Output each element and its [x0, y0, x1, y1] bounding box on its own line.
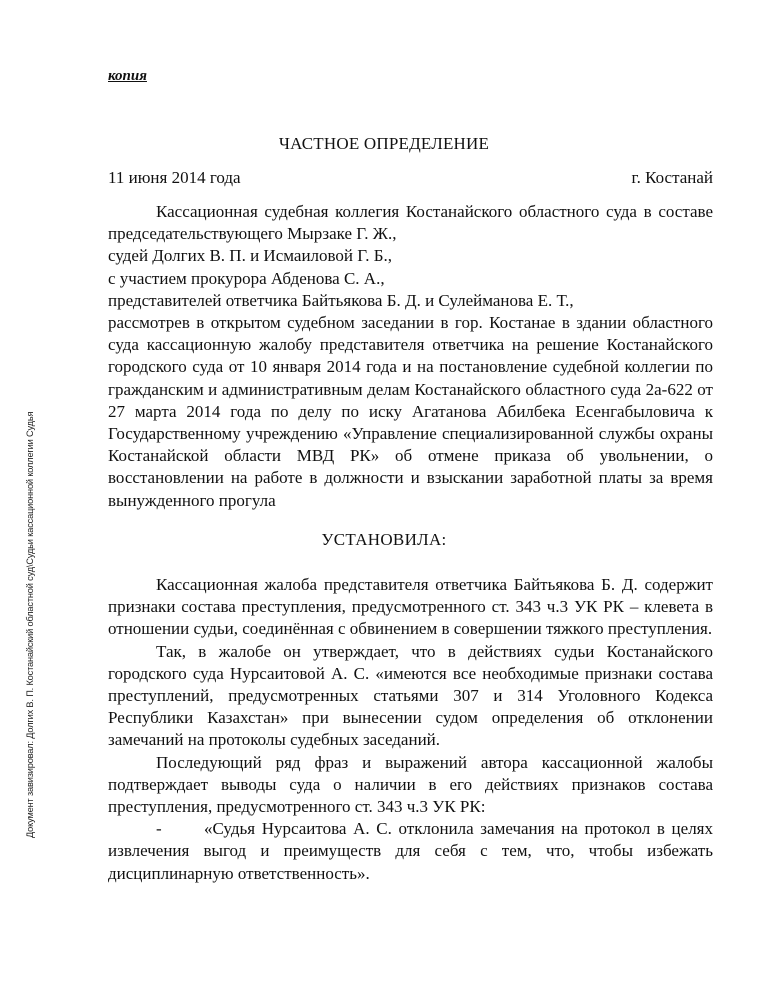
- document-title: ЧАСТНОЕ ОПРЕДЕЛЕНИЕ: [278, 134, 490, 153]
- body-block: [108, 574, 713, 885]
- copy-mark: копия: [108, 68, 147, 84]
- quote-text-1: «Судья Нурсаитова А. С. отклонила замечания на протокол в целях извлечения выгод и преимуществ для себя с тем, что, чтобы избежать дисциплинарную ответственность».: [108, 819, 713, 883]
- document-signature-stamp: Документ завизировал: Долгих В. П. Костанайский областной суд\Судьи кассационной коллегии Судья: [25, 411, 35, 838]
- quote-item-1: [108, 818, 713, 885]
- intro-panel: Кассационная судебная коллегия Костанайского областного суда в составе председательствующего Мырзаке Г. Ж.,: [108, 202, 713, 244]
- intro-prosecutor: с участием прокурора Абденова С. А.,: [108, 268, 385, 288]
- body-paragraph-2: Так, в жалобе он утверждает, что в действиях судьи Костанайского городского суда Нурсаитовой А. С. «имеются все необходимые признаки состава преступлений, предусмотренных статьями 307 и 314 Уголовного Кодекса Республики Казахстан» при вынесении судом определения об отклонении замечаний на протоколы судебных заседаний.: [108, 641, 713, 750]
- document-date: 11 июня 2014 года: [108, 168, 241, 187]
- document-city: г. Костанай: [631, 168, 713, 187]
- body-paragraph-3: Последующий ряд фраз и выражений автора кассационной жалобы подтверждает выводы суда о наличии в его действиях признаков состава преступления, предусмотренного ст. 343 ч.3 УК РК:: [108, 752, 713, 817]
- intro-case-description: рассмотрев в открытом судебном заседании в гор. Костанае в здании областного суда кассационную жалобу представителя ответчика на решение Костанайского городского суда от 10 января 2014 года и на постановление судебной коллегии по гражданским и административным делам Костанайского областного суда 2а-622 от 27 марта 2014 года по делу по иску Агатанова Абилбека Есенгабыловича к Государственному учреждению «Управление специализированной службы охраны Костанайской области МВД РК» об отмене приказа об увольнении, о восстановлении на работе в должности и взыскании заработной платы за время вынужденного прогула: [108, 313, 713, 510]
- list-dash: -: [156, 819, 162, 839]
- intro-judges: судей Долгих В. П. и Исмаиловой Г. Б.,: [108, 246, 392, 266]
- section-heading: УСТАНОВИЛА:: [321, 530, 447, 549]
- body-paragraph-1: Кассационная жалоба представителя ответчика Байтьякова Б. Д. содержит признаки состава преступления, предусмотренного ст. 343 ч.3 УК РК – клевета в отношении судьи, соединённая с обвинением в совершении тяжкого преступления.: [108, 575, 713, 639]
- intro-block: [108, 201, 713, 512]
- intro-representatives: представителей ответчика Байтьякова Б. Д. и Сулейманова Е. Т.,: [108, 290, 574, 310]
